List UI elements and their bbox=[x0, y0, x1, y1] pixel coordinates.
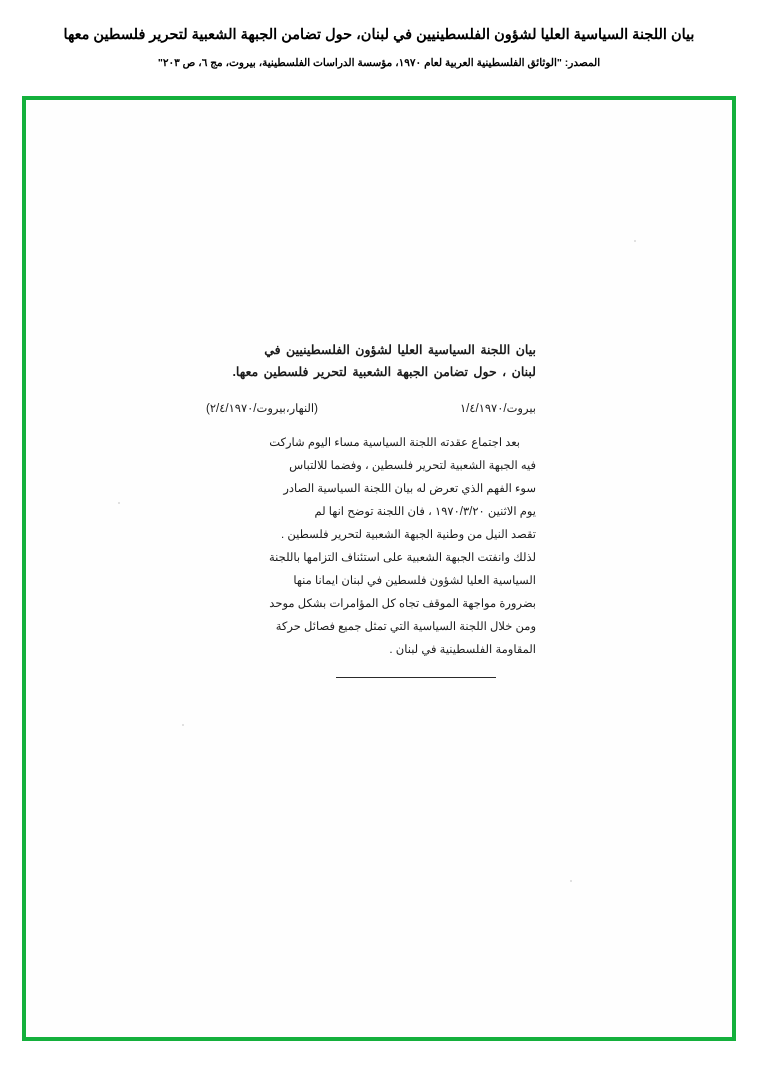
scan-speckle bbox=[182, 724, 184, 726]
body-line: السياسية العليا لشؤون فلسطين في لبنان ايمانا منها bbox=[293, 575, 536, 588]
dateline-place-date: بيروت/١/٤/١٩٧٠ bbox=[459, 402, 536, 415]
scanned-page-frame bbox=[22, 96, 736, 1041]
body-line: ومن خلال اللجنة السياسية التي تمثل جميع فصائل حركة bbox=[275, 621, 536, 634]
scan-speckle bbox=[634, 240, 636, 242]
scan-speckle bbox=[570, 880, 572, 882]
dateline bbox=[206, 400, 536, 418]
body-line: بضرورة مواجهة الموقف تجاه كل المؤامرات بشكل موحد bbox=[269, 598, 536, 611]
body-line: بعد اجتماع عقدته اللجنة السياسية مساء اليوم شاركت bbox=[269, 437, 520, 450]
body-line: يوم الاثنين ١٩٧٠/٣/٢٠ ، فان اللجنة توضح انها لم bbox=[314, 506, 536, 519]
scanned-page-surface bbox=[26, 100, 732, 1037]
horizontal-divider bbox=[336, 677, 496, 678]
statement-body bbox=[206, 432, 536, 662]
statement-heading-line: لبنان ، حول تضامن الجبهة الشعبية لتحرير فلسطين معها. bbox=[232, 364, 536, 379]
body-line: تقصد النيل من وطنية الجبهة الشعبية لتحرير فلسطين . bbox=[280, 529, 536, 542]
statement-heading-line: بيان اللجنة السياسية العليا لشؤون الفلسطينيين في bbox=[264, 343, 536, 357]
body-line: لذلك وانفتت الجبهة الشعبية على استئناف التزامها باللجنة bbox=[269, 552, 536, 565]
document-header bbox=[0, 0, 758, 69]
scan-speckle bbox=[118, 502, 120, 504]
scanned-text-block bbox=[206, 340, 536, 662]
source-citation: المصدر: "الوثائق الفلسطينية العربية لعام ١٩٧٠، مؤسسة الدراسات الفلسطينية، بيروت، مج ٦، ص ٢٠٣" bbox=[157, 56, 601, 69]
body-line: فيه الجبهة الشعبية لتحرير فلسطين ، وفضما للالتباس bbox=[289, 460, 536, 473]
body-line: سوء الفهم الذي تعرض له بيان اللجنة السياسية الصادر bbox=[283, 483, 536, 496]
statement-heading bbox=[206, 340, 536, 384]
dateline-publication: (النهار،بيروت/٢/٤/١٩٧٠) bbox=[206, 402, 318, 415]
page-title: بيان اللجنة السياسية العليا لشؤون الفلسطينيين في لبنان، حول تضامن الجبهة الشعبية لتحرير فلسطين معها bbox=[63, 27, 695, 43]
body-line: المقاومة الفلسطينية في لبنان . bbox=[389, 644, 536, 657]
